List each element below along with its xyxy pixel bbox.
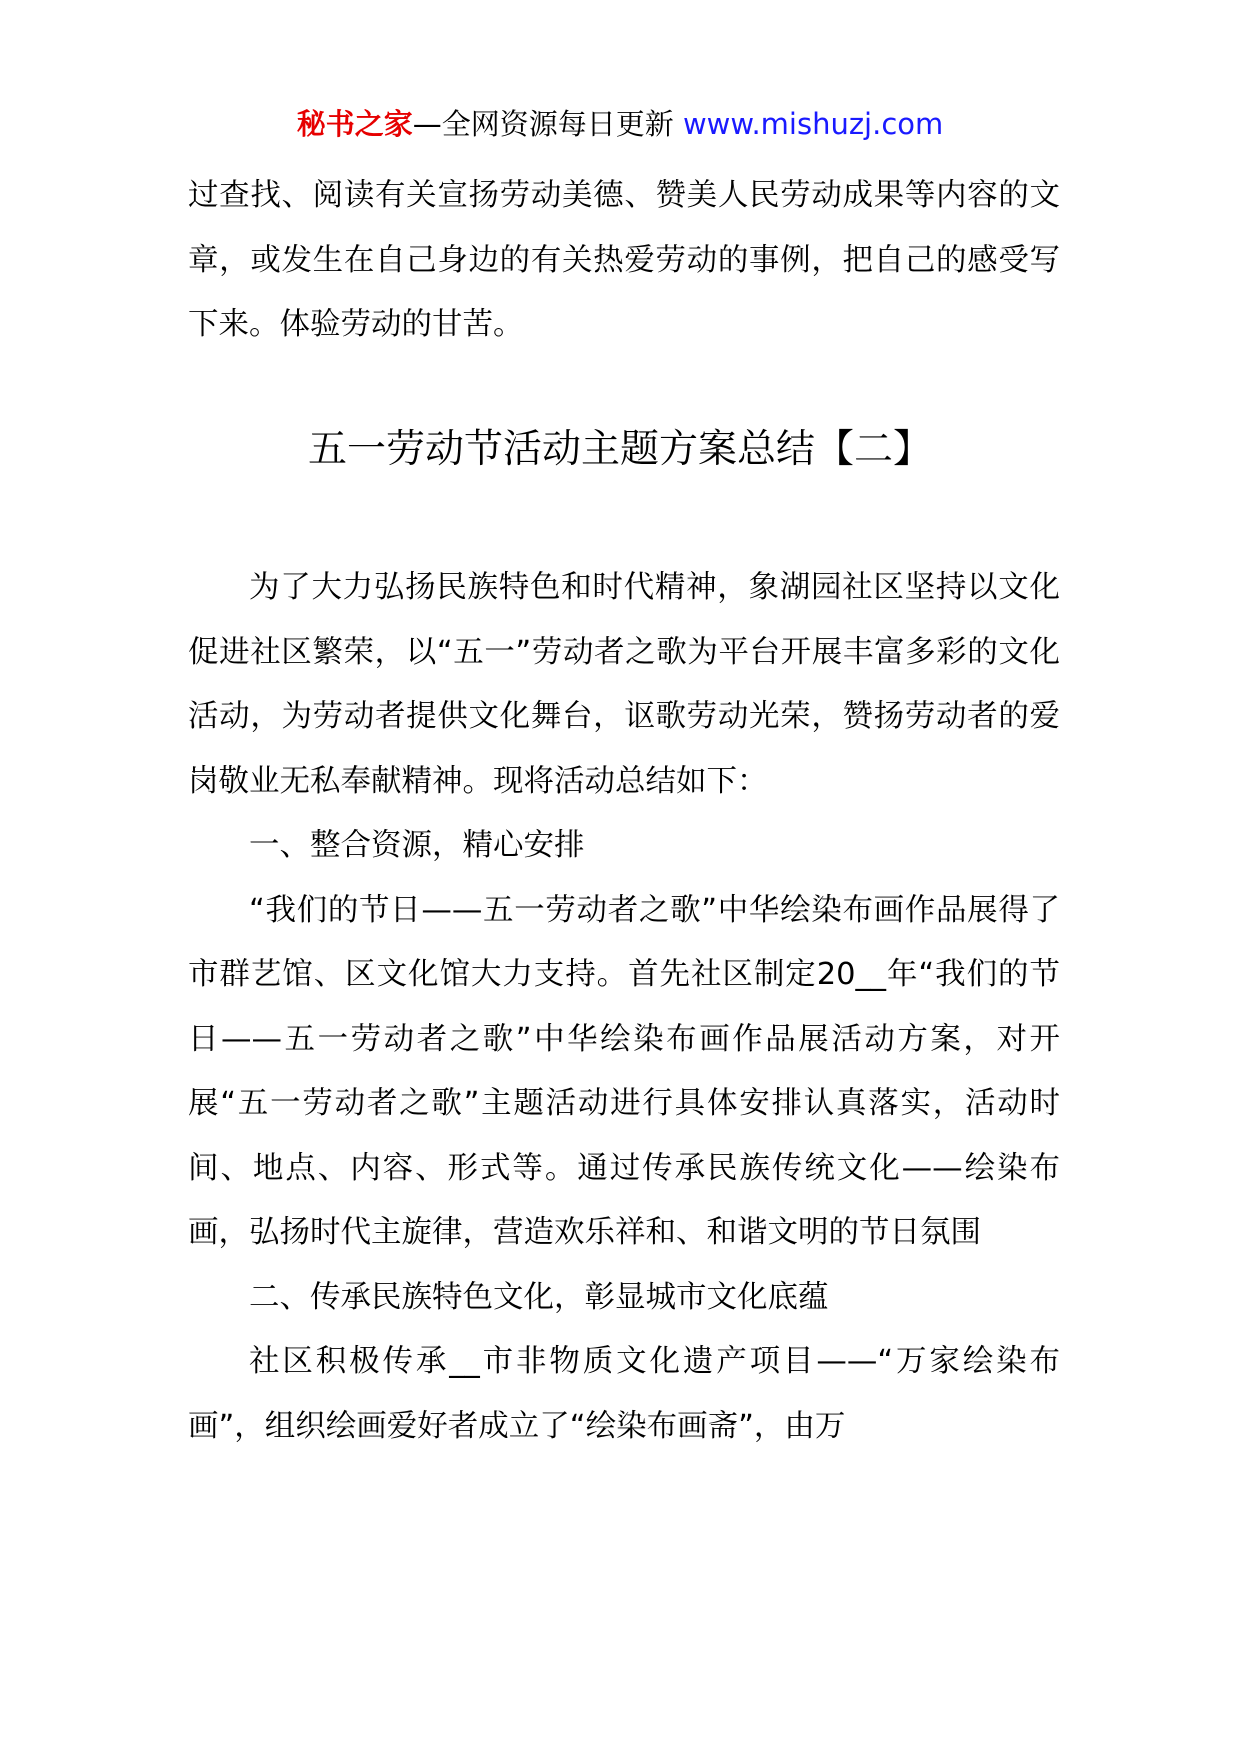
intro-section bbox=[188, 164, 1060, 358]
site-url-link[interactable]: www.mishuzj.com bbox=[682, 107, 944, 141]
body-paragraph-2: “我们的节日——五一劳动者之歌”中华绘染布画作品展得了市群艺馆、区文化馆大力支持。首先社区制定20__年“我们的节日——五一劳动者之歌”中华绘染布画作品展活动方案，对开展“五一劳动者之歌”主题活动进行具体安排认真落实，活动时间、地点、内容、形式等。通过传承民族传统文化——绘染布画，弘扬时代主旋律，营造欢乐祥和、和谐文明的节日氛围 bbox=[188, 892, 1060, 1250]
header-tagline: —全网资源每日更新 bbox=[412, 107, 683, 141]
body-paragraph-1: 为了大力弘扬民族特色和时代精神，象湖园社区坚持以文化促进社区繁荣，以“五一”劳动者之歌为平台开展丰富多彩的文化活动，为劳动者提供文化舞台，讴歌劳动光荣，赞扬劳动者的爱岗敬业无私奉献精神。现将活动总结如下： bbox=[188, 570, 1060, 799]
section-heading-1: 一、整合资源，精心安排 bbox=[249, 828, 585, 863]
section-heading-2: 二、传承民族特色文化，彰显城市文化底蕴 bbox=[249, 1279, 829, 1315]
section-title: 五一劳动节活动主题方案总结【二】 bbox=[307, 427, 932, 472]
intro-paragraph: 过查找、阅读有关宣扬劳动美德、赞美人民劳动成果等内容的文章，或发生在自己身边的有关热爱劳动的事例，把自己的感受写下来。体验劳动的甘苦。 bbox=[188, 178, 1060, 342]
article-body bbox=[188, 556, 1060, 1459]
brand-name: 秘书之家 bbox=[296, 107, 413, 141]
site-header bbox=[0, 104, 1240, 144]
body-paragraph-3: 社区积极传承__市非物质文化遗产项目——“万家绘染布画”，组织绘画爱好者成立了“绘染布画斋”，由万 bbox=[188, 1344, 1060, 1444]
